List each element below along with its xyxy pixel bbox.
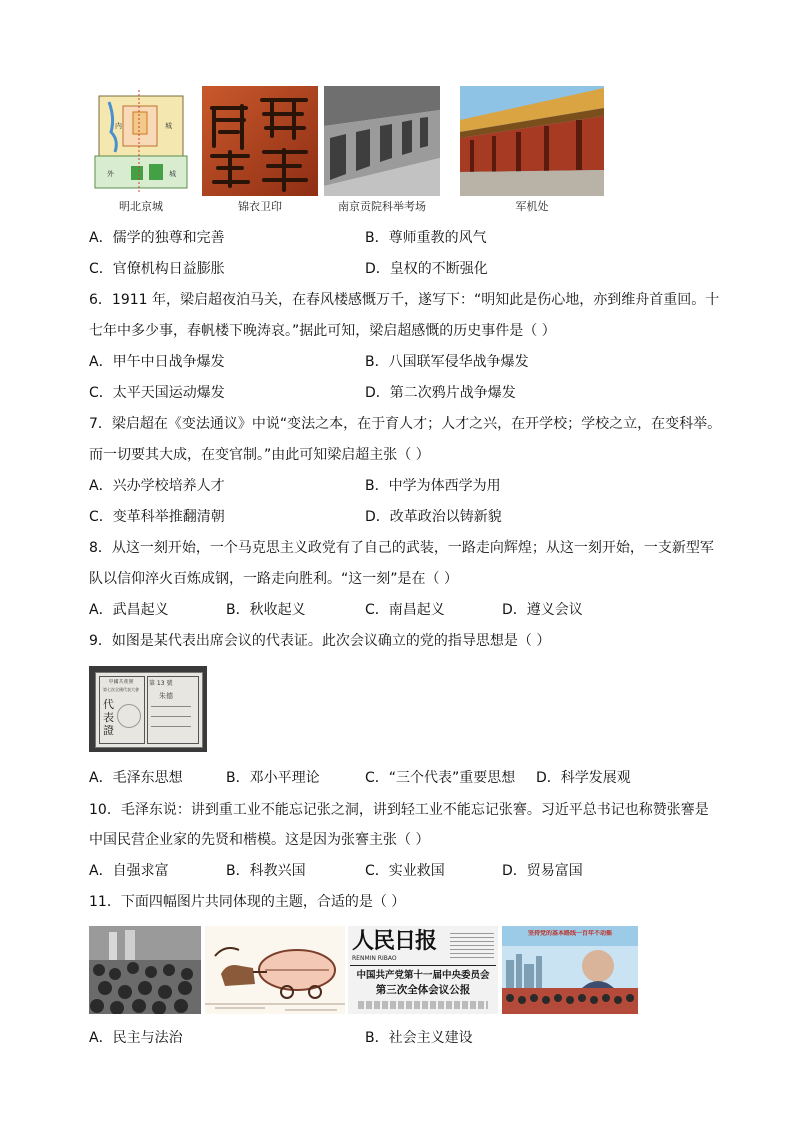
q6-option-c[interactable]: C．太平天国运动爆发 [89,385,225,401]
q9-stem-line1: 9．如图是某代表出席会议的代表证。此次会议确立的党的指导思想是（ ） [89,633,551,649]
q7-option-c[interactable]: C．变革科举推翻清朝 [89,509,225,525]
q7-stem-line1: 7．梁启超在《变法通议》中说“变法之本，在于育人才；人才之兴，在开学校；学校之立，在变科举。 [89,416,722,432]
q8-option-c[interactable]: C．南昌起义 [365,602,445,618]
q5-option-b[interactable]: B．尊师重教的风气 [365,230,487,246]
card-number: 第 13 號 [149,680,173,687]
q5-option-a[interactable]: A．儒学的独尊和完善 [89,230,225,246]
q11-stem-line1: 11．下面四幅图片共同体现的主题，合适的是（ ） [89,894,406,910]
newspaper-headline1: 中国共产党第十一届中央委员会 [356,970,490,981]
q5-option-c[interactable]: C．官僚机构日益膨胀 [89,261,225,277]
q5-option-d[interactable]: D．皇权的不断强化 [365,261,488,277]
map-label-inner: 内 [115,122,122,130]
newspaper-masthead: 人民日报 [352,928,437,954]
ming-beijing-map [89,88,193,196]
q11-option-b[interactable]: B．社会主义建设 [365,1030,473,1046]
q10-option-a[interactable]: A．自强求富 [89,863,169,879]
jinyiwei-seal-image [202,86,318,196]
poster-slogan: 坚持党的基本路线一百年不动摇 [527,930,612,937]
delegate-card-image [89,666,207,752]
q10-option-b[interactable]: B．科教兴国 [226,863,306,879]
q8-option-d[interactable]: D．遵义会议 [502,602,583,618]
q8-stem-line1: 8．从这一刻开始，一个马克思主义政党有了自己的武装，一路走向辉煌；从这一刻开始，一支新型军 [89,540,714,556]
newspaper-roman: RENMIN RIBAO [352,955,397,962]
map-label-city2: 城 [169,170,176,178]
q8-option-b[interactable]: B．秋收起义 [226,602,306,618]
q7-stem-line2: 而一切要其大成，在变官制。”由此可知梁启超主张（ ） [89,447,430,463]
q6-stem-line1: 6．1911 年，梁启超夜泊马关，在春风楼感慨万千，遂写下：“明知此是伤心地，亦到维舟首重回。十 [89,292,720,308]
q6-option-d[interactable]: D．第二次鸦片战争爆发 [365,385,516,401]
q7-option-a[interactable]: A．兴办学校培养人才 [89,478,225,494]
caption-junjichu: 军机处 [515,200,549,213]
q10-stem-line2: 中国民营企业家的先贤和楷模。这是因为张謇主张（ ） [89,832,430,848]
newspaper-headline2: 第三次全体会议公报 [375,984,471,996]
q11-option-a[interactable]: A．民主与法治 [89,1030,183,1046]
q7-option-d[interactable]: D．改革政治以铸新貌 [365,509,502,525]
q10-option-d[interactable]: D．贸易富国 [502,863,583,879]
caption-nanjing-exam-hall: 南京贡院科举考场 [338,200,426,213]
q10-stem-line1: 10．毛泽东说：讲到重工业不能忘记张之洞，讲到轻工业不能忘记张謇。习近平总书记也称赞张謇是 [89,802,709,818]
q9-option-a[interactable]: A．毛泽东思想 [89,770,183,786]
q8-option-a[interactable]: A．武昌起义 [89,602,169,618]
card-title: 代表證 [103,698,114,737]
caption-jinyiwei-seal: 锦衣卫印 [238,200,282,213]
peoples-daily-newspaper [348,926,498,1014]
q7-option-b[interactable]: B．中学为体西学为用 [365,478,501,494]
q8-stem-line2: 队以信仰淬火百炼成钢，一路走向胜利。“这一刻”是在（ ） [89,571,458,587]
caption-ming-beijing: 明北京城 [119,200,163,213]
q6-option-b[interactable]: B．八国联军侵华战争爆发 [365,354,529,370]
nanjing-exam-hall-image [324,86,440,196]
junjichu-image [460,86,604,196]
q6-stem-line2: 七年中多少事，春帆楼下晚涛哀。”据此可知，梁启超感慨的历史事件是（ ） [89,323,556,339]
crowd-photo [89,926,201,1014]
q9-option-c[interactable]: C．“三个代表”重要思想 [365,770,516,786]
card-header2: 第七次全國代表大會 [103,687,139,692]
map-label-outer: 外 [107,170,114,178]
map-label-city1: 城 [165,122,172,130]
ox-cart-cartoon [205,926,345,1014]
q9-option-d[interactable]: D．科学发展观 [536,770,631,786]
card-header1: 中國共產黨 [108,679,134,685]
q6-option-a[interactable]: A．甲午中日战争爆发 [89,354,225,370]
q10-option-c[interactable]: C．实业救国 [365,863,445,879]
deng-poster-photo [502,926,638,1014]
q9-option-b[interactable]: B．邓小平理论 [226,770,320,786]
card-name: 朱德 [159,692,173,700]
